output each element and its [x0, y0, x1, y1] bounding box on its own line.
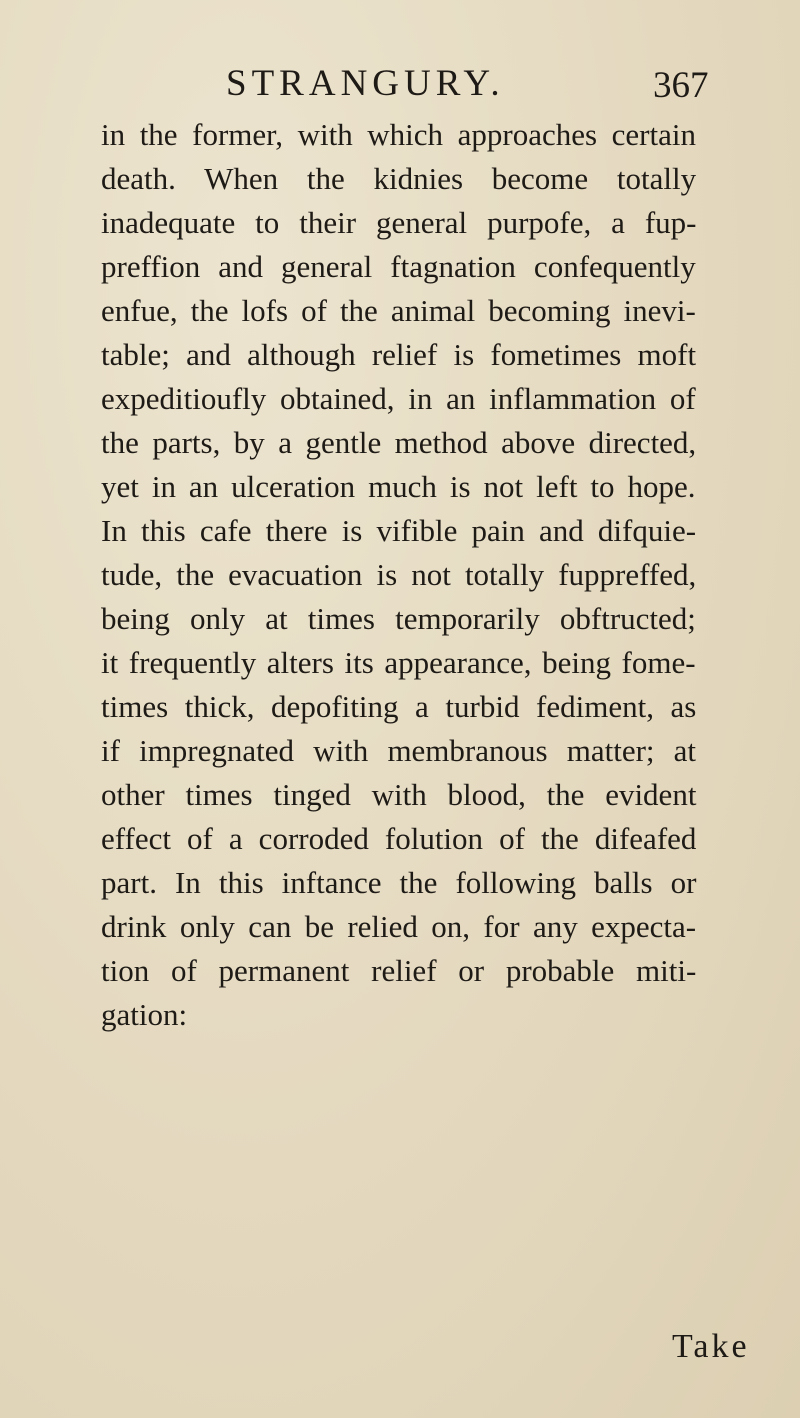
- text-line: if impregnated with membranous matter; at: [101, 733, 697, 768]
- text-line: other times tinged with blood, the evident: [101, 777, 697, 812]
- text-line: in the former, with which approaches certain: [101, 117, 696, 152]
- page-number: 367: [653, 65, 709, 106]
- text-line: times thick, depofiting a turbid fediment, as: [101, 689, 697, 724]
- running-head: STRANGURY.: [226, 63, 505, 104]
- text-line: death. When the kidnies become totally: [101, 161, 697, 196]
- text-line: yet in an ulceration much is not left to hope.: [101, 469, 696, 504]
- text-line: In this cafe there is vifible pain and difquie-: [101, 513, 697, 548]
- text-line: part. In this inftance the following balls or: [101, 865, 697, 900]
- text-line: preffion and general ftagnation confequently: [101, 249, 696, 284]
- text-line: drink only can be relied on, for any expecta-: [101, 909, 697, 944]
- text-line: table; and although relief is fometimes moft: [101, 337, 697, 372]
- text-line: expeditioufly obtained, in an inflammation of: [101, 381, 696, 416]
- text-line: effect of a corroded folution of the difeafed: [101, 821, 697, 856]
- text-line: tude, the evacuation is not totally fuppreffed,: [101, 557, 697, 592]
- text-line: the parts, by a gentle method above directed,: [101, 425, 697, 460]
- text-line: inadequate to their general purpofe, a fup-: [101, 205, 697, 240]
- text-line: tion of permanent relief or probable miti-: [101, 953, 697, 988]
- text-line: it frequently alters its appearance, being fome-: [101, 645, 696, 680]
- text-line: gation:: [101, 997, 188, 1032]
- catchword: Take: [672, 1328, 750, 1365]
- text-line: enfue, the lofs of the animal becoming inevi-: [101, 293, 696, 328]
- text-line: being only at times temporarily obftructed;: [101, 601, 696, 636]
